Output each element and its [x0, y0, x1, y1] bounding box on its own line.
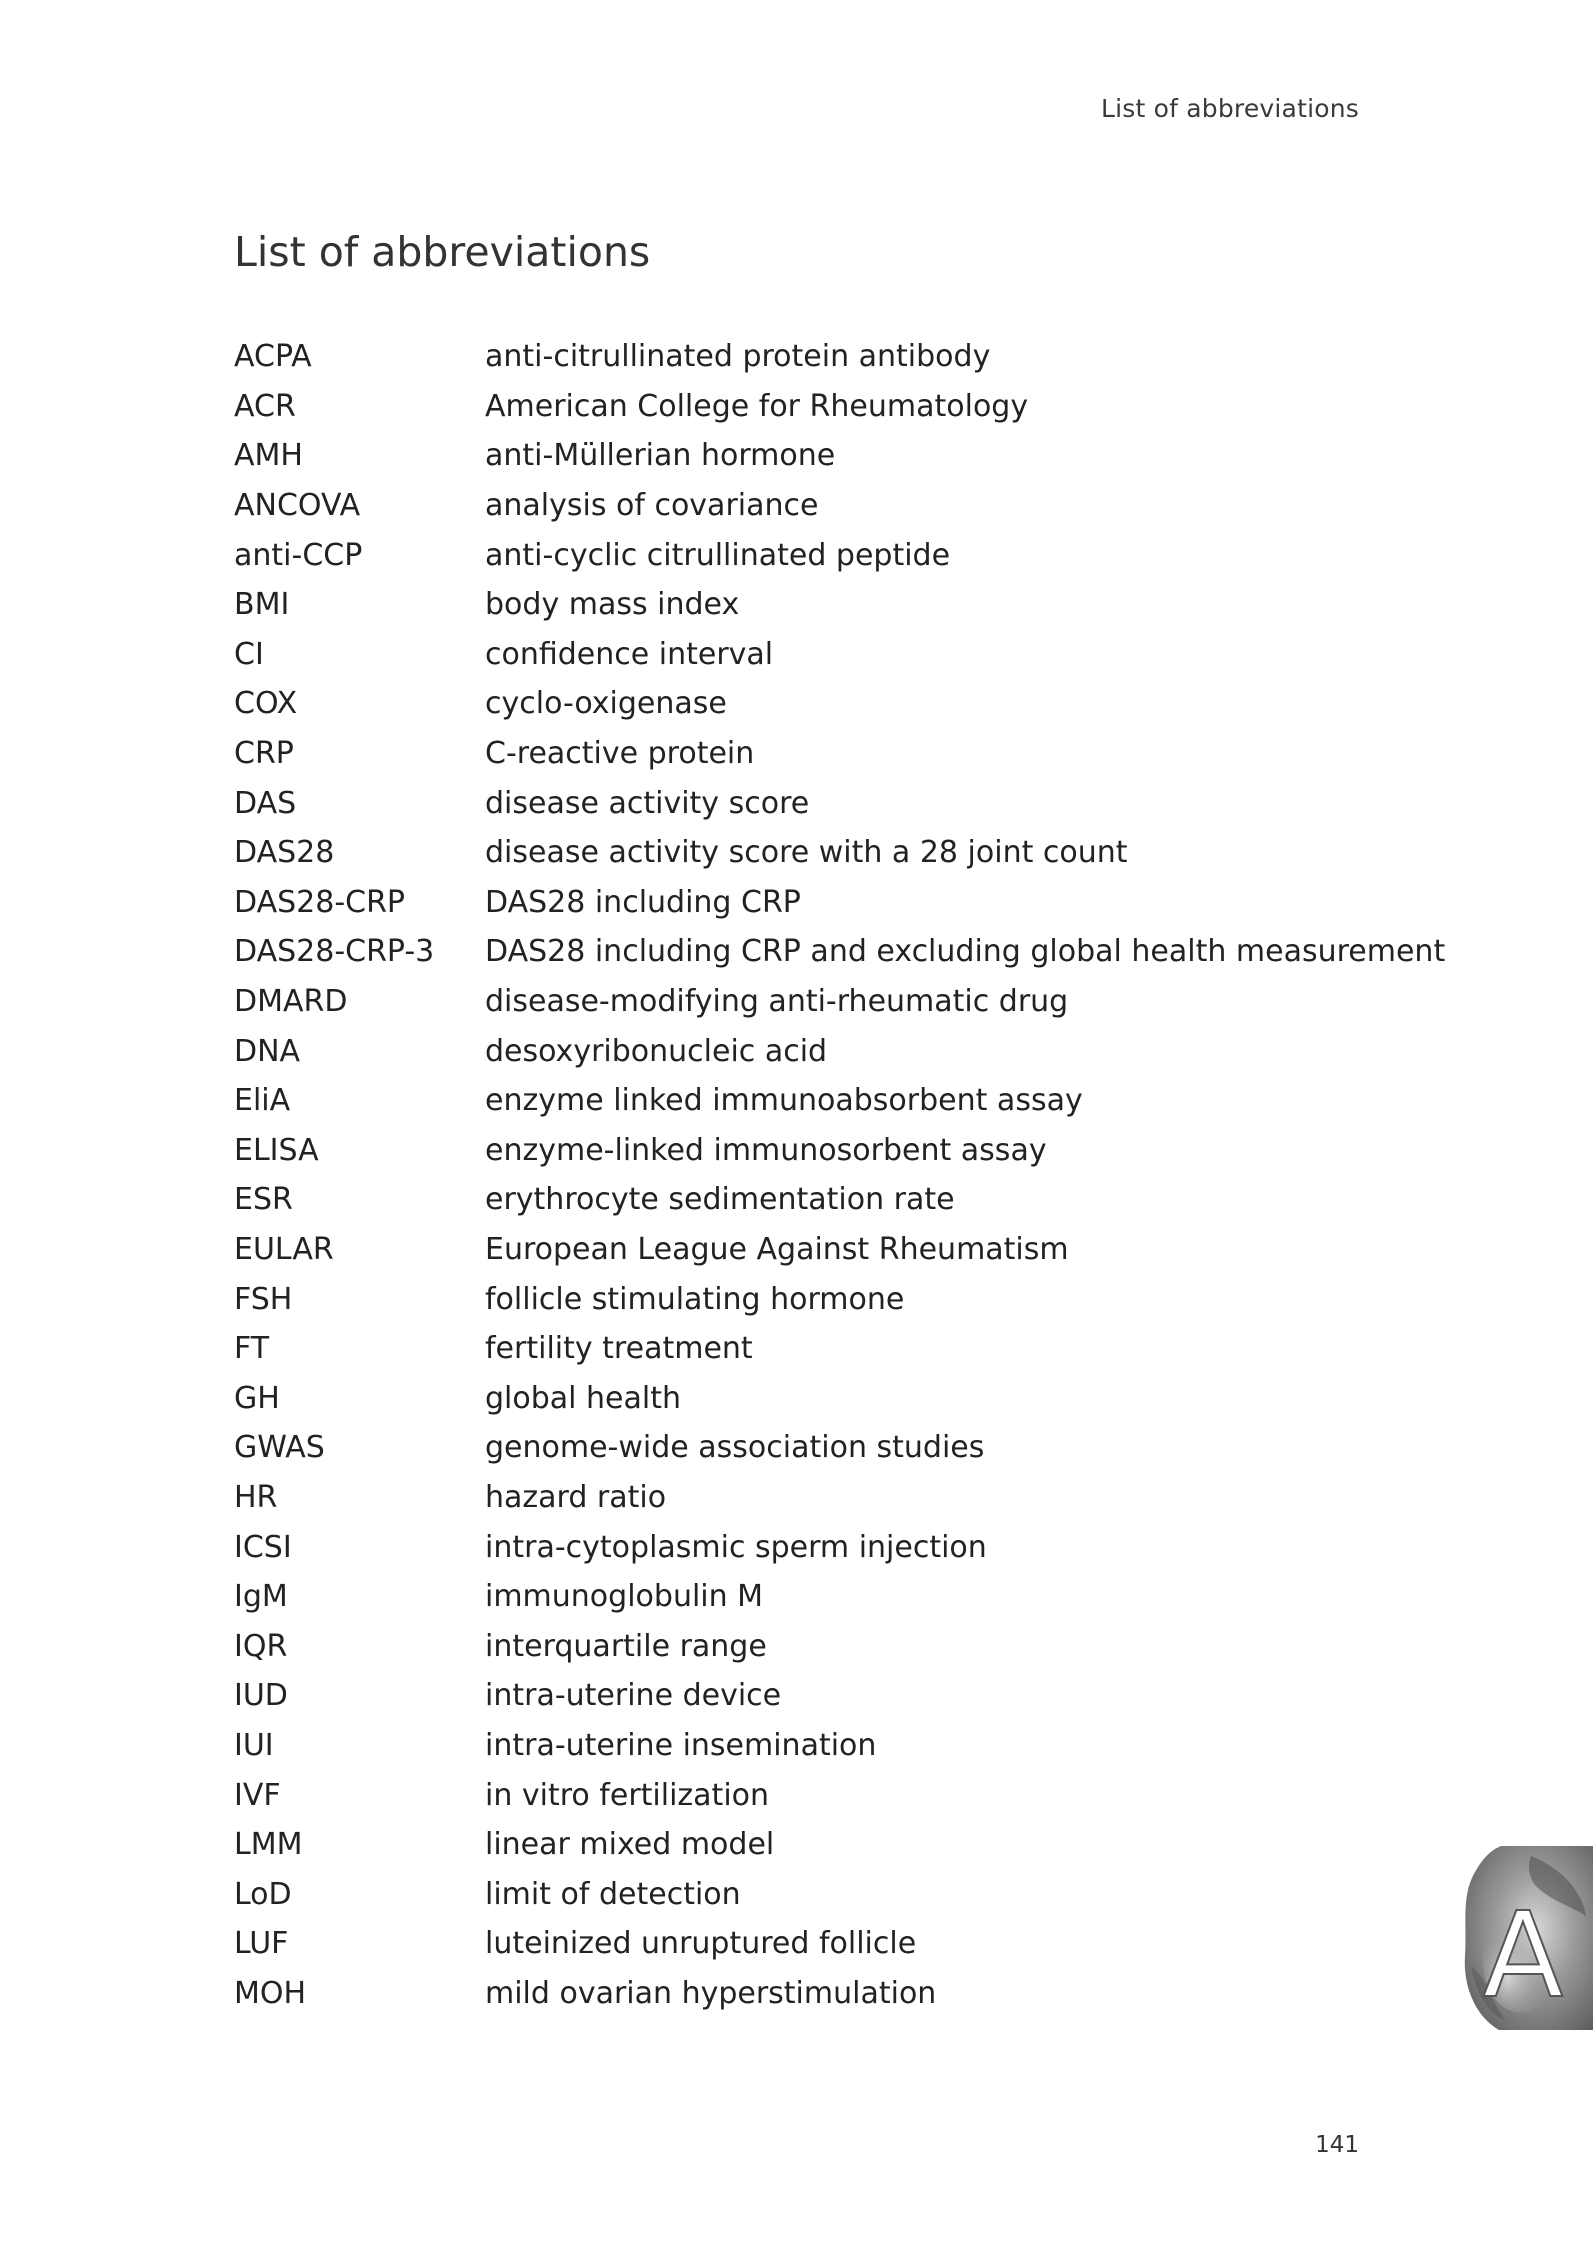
abbreviation-row [234, 1969, 1364, 2019]
abbreviation-term: EliA [234, 1083, 291, 1119]
abbreviation-row [234, 1126, 1364, 1176]
abbreviation-term: IUI [234, 1727, 274, 1763]
abbreviation-definition: genome-wide association studies [485, 1430, 985, 1466]
abbreviation-definition: disease activity score [485, 785, 810, 821]
abbreviation-term: GWAS [234, 1430, 325, 1466]
abbreviation-term: ESR [234, 1182, 293, 1218]
abbreviation-definition: mild ovarian hyperstimulation [485, 1975, 937, 2011]
abbreviation-term: CI [234, 636, 264, 672]
abbreviation-row [234, 1473, 1364, 1523]
abbreviation-term: COX [234, 686, 298, 722]
running-header: List of abbreviations [1100, 94, 1359, 123]
abbreviation-definition: enzyme-linked immunosorbent assay [485, 1132, 1047, 1168]
abbreviation-term: anti-CCP [234, 537, 363, 573]
abbreviation-term: LoD [234, 1876, 292, 1912]
abbreviation-row [234, 878, 1364, 928]
abbreviation-term: IQR [234, 1628, 288, 1664]
abbreviation-definition: erythrocyte sedimentation rate [485, 1182, 955, 1218]
abbreviation-definition: enzyme linked immunoabsorbent assay [485, 1083, 1083, 1119]
abbreviation-term: DMARD [234, 984, 348, 1020]
abbreviation-row [234, 1423, 1364, 1473]
abbreviation-definition: limit of detection [485, 1876, 741, 1912]
abbreviation-term: DNA [234, 1033, 301, 1069]
abbreviation-definition: confidence interval [485, 636, 774, 672]
abbreviation-row [234, 481, 1364, 531]
abbreviation-term: ICSI [234, 1529, 292, 1565]
abbreviation-row [234, 332, 1364, 382]
abbreviation-definition: follicle stimulating hormone [485, 1281, 905, 1317]
abbreviation-definition: disease activity score with a 28 joint count [485, 835, 1128, 871]
abbreviation-definition: immunoglobulin M [485, 1579, 764, 1615]
abbreviation-term: IgM [234, 1579, 288, 1615]
abbreviation-row [234, 1324, 1364, 1374]
abbreviation-definition: global health [485, 1380, 681, 1416]
abbreviation-row [234, 927, 1446, 977]
abbreviation-definition: intra-uterine device [485, 1678, 782, 1714]
abbreviation-row [234, 1225, 1364, 1275]
abbreviation-definition: fertility treatment [485, 1331, 753, 1367]
abbreviation-definition: anti-Müllerian hormone [485, 438, 836, 474]
abbreviation-definition: body mass index [485, 587, 740, 623]
abbreviation-term: IVF [234, 1777, 281, 1813]
abbreviation-row [234, 977, 1364, 1027]
abbreviation-row [234, 1274, 1364, 1324]
abbreviation-row [234, 1770, 1364, 1820]
abbreviation-row [234, 729, 1364, 779]
abbreviation-row [234, 530, 1364, 580]
abbreviation-row [234, 630, 1364, 680]
abbreviation-term: LMM [234, 1827, 303, 1863]
abbreviation-definition: intra-uterine insemination [485, 1727, 877, 1763]
abbreviation-definition: C-reactive protein [485, 736, 755, 772]
abbreviation-term: CRP [234, 736, 294, 772]
abbreviation-definition: linear mixed model [485, 1827, 775, 1863]
abbreviation-definition: hazard ratio [485, 1479, 667, 1515]
chapter-letter: A [1482, 1886, 1564, 2024]
abbreviation-row [234, 1522, 1364, 1572]
abbreviation-row [234, 1076, 1364, 1126]
abbreviation-definition: disease-modifying anti-rheumatic drug [485, 984, 1069, 1020]
abbreviation-term: ACPA [234, 339, 312, 375]
abbreviation-definition: anti-cyclic citrullinated peptide [485, 537, 951, 573]
abbreviation-row [234, 382, 1364, 432]
abbreviation-row [234, 1919, 1364, 1969]
abbreviation-term: ACR [234, 388, 296, 424]
abbreviation-definition: desoxyribonucleic acid [485, 1033, 828, 1069]
abbreviation-definition: in vitro fertilization [485, 1777, 770, 1813]
abbreviation-term: EULAR [234, 1231, 334, 1267]
abbreviation-term: LUF [234, 1926, 289, 1962]
abbreviation-definition: intra-cytoplasmic sperm injection [485, 1529, 987, 1565]
abbreviation-term: FSH [234, 1281, 293, 1317]
abbreviation-row [234, 1869, 1364, 1919]
abbreviation-term: DAS [234, 785, 297, 821]
abbreviation-row [234, 1373, 1364, 1423]
abbreviation-term: MOH [234, 1975, 307, 2011]
abbreviation-row [234, 580, 1364, 630]
chapter-thumb-tab [1461, 1846, 1593, 2030]
abbreviation-term: DAS28 [234, 835, 335, 871]
abbreviation-definition: analysis of covariance [485, 488, 819, 524]
abbreviation-definition: American College for Rheumatology [485, 388, 1029, 424]
abbreviation-term: ELISA [234, 1132, 319, 1168]
abbreviation-row [234, 1721, 1364, 1771]
abbreviation-row [234, 679, 1364, 729]
abbreviation-definition: anti-citrullinated protein antibody [485, 339, 991, 375]
abbreviation-term: ANCOVA [234, 488, 361, 524]
abbreviation-row [234, 1820, 1364, 1870]
abbreviation-definition: DAS28 including CRP and excluding global health measurement [485, 934, 1446, 970]
abbreviation-term: GH [234, 1380, 280, 1416]
abbreviation-term: DAS28-CRP [234, 884, 406, 920]
abbreviation-term: FT [234, 1331, 270, 1367]
abbreviation-row [234, 1572, 1364, 1622]
abbreviation-row [234, 778, 1364, 828]
abbreviation-row [234, 1671, 1364, 1721]
abbreviation-definition: interquartile range [485, 1628, 767, 1664]
abbreviation-term: DAS28-CRP-3 [234, 934, 435, 970]
abbreviation-definition: cyclo-oxigenase [485, 686, 727, 722]
abbreviation-row [234, 1621, 1364, 1671]
abbreviation-list [234, 332, 1446, 2018]
abbreviation-definition: European League Against Rheumatism [485, 1231, 1069, 1267]
abbreviation-term: BMI [234, 587, 290, 623]
abbreviation-definition: luteinized unruptured follicle [485, 1926, 917, 1962]
abbreviation-row [234, 1175, 1364, 1225]
abbreviation-row [234, 431, 1364, 481]
abbreviation-term: AMH [234, 438, 303, 474]
abbreviation-row [234, 1026, 1364, 1076]
page-title: List of abbreviations [234, 228, 651, 276]
abbreviation-term: HR [234, 1479, 278, 1515]
abbreviation-term: IUD [234, 1678, 288, 1714]
abbreviation-row [234, 828, 1364, 878]
abbreviation-definition: DAS28 including CRP [485, 884, 801, 920]
page-number: 141 [1315, 2132, 1359, 2158]
